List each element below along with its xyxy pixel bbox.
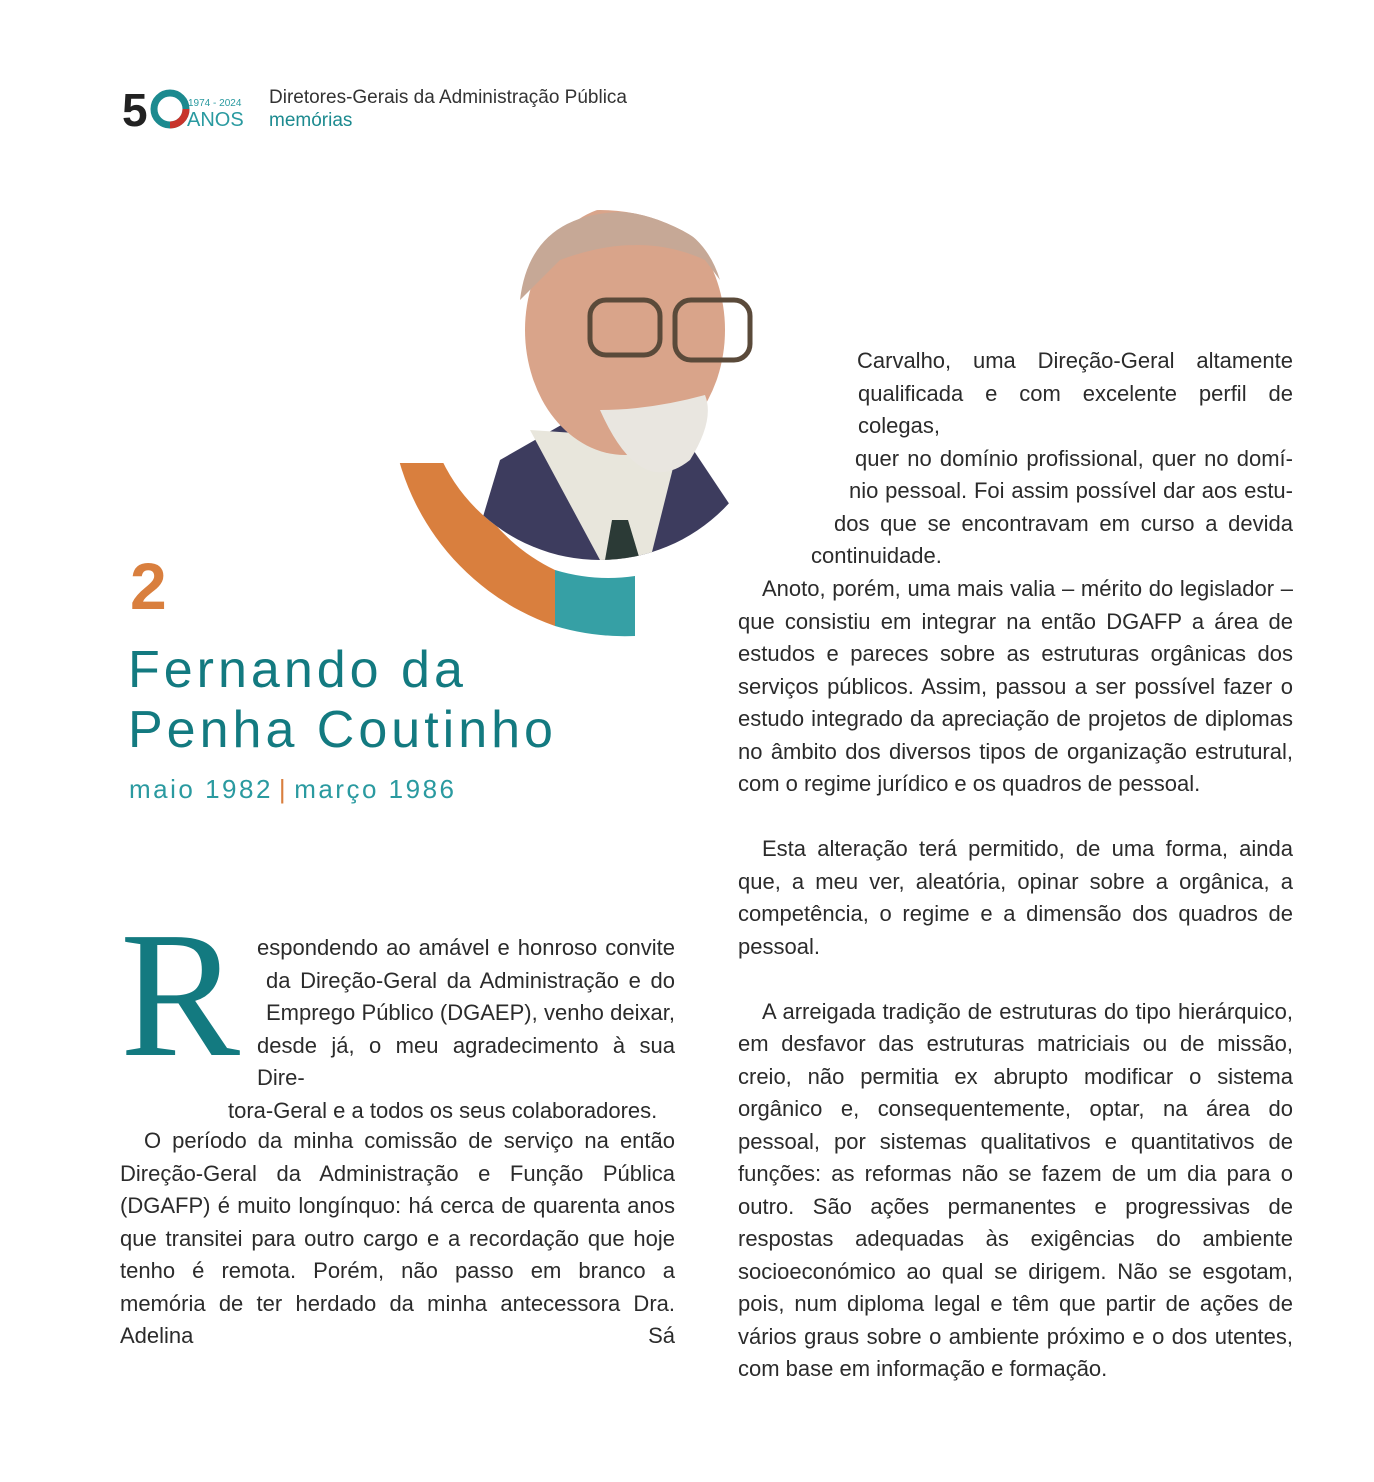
text-line: quer no domínio profissional, quer no domí- <box>855 445 1293 471</box>
lead-paragraph <box>120 932 675 1127</box>
svg-text:5: 5 <box>122 86 148 132</box>
paragraph-2 <box>120 1125 675 1385</box>
date-separator: | <box>278 774 289 804</box>
name-line-2: Penha Coutinho <box>128 701 557 759</box>
person-name <box>128 640 557 760</box>
drop-cap: R <box>120 895 241 1094</box>
svg-text:ANOS: ANOS <box>187 109 244 131</box>
text-line: nio pessoal. Foi assim possível dar aos estu- <box>849 478 1293 503</box>
paragraph: Anoto, porém, uma mais valia – mérito do legislador – que consistiu em integrar na então DGAFP a área de estudos e pareces sobre as estruturas orgânicas dos serviços públicos. Assim, passou a ser possível fazer o estudo integrado da apreciação de projetos de diplomas no âmbito dos diversos tipos de organização estrutural, com o regime jurídico e os quadros de pessoal. <box>738 576 1293 796</box>
text-line: dos que se encontravam em curso a devida <box>834 510 1293 536</box>
text-line: Carvalho, uma Direção-Geral altamente <box>857 348 1293 373</box>
date-start: maio 1982 <box>129 774 273 804</box>
text-line: qualificada e com excelente perfil de colegas, <box>858 380 1293 438</box>
continued-paragraph <box>738 345 1293 573</box>
publication-subtitle: memórias <box>269 110 353 131</box>
paragraph: O período da minha comissão de serviço na então Direção-Geral da Administração e Função Pública (DGAFP) é muito longínquo: há cerca de quarenta anos que transitei para outro cargo e a recordação que hoje tenho é remota. Porém, não passo em branco a memória de ter herdado da minha antecessora Dra. Adelina Sá <box>120 1128 675 1348</box>
text-line: tora-Geral e a todos os seus colaboradores. <box>228 1097 658 1123</box>
text-line: Emprego Público (DGAEP), venho deixar, <box>266 1000 675 1025</box>
paragraph: Esta alteração terá permitido, de uma forma, ainda que, a meu ver, aleatória, opinar sobre a orgânica, a competência, o regime e a dimensão dos quadros de pessoal. <box>738 836 1293 959</box>
paragraph: A arreigada tradição de estruturas do tipo hierárquico, em desfavor das estruturas matriciais ou de missão, creio, não permitia ex abrupto modificar o sistema orgânico e, consequentemente, optar, na área do pessoal, por sistemas qualitativos e quantitativos de funções: as reformas não se fazem de um dia para o outro. São ações permanentes e progressivas de respostas adequadas às exigências do ambiente socioeconómico ao qual se dirigem. Não se esgotam, pois, num diploma legal e têm que partir de ações de vários graus sobre o ambiente próximo e o dos utentes, com base em informação e formação. <box>738 998 1293 1381</box>
term-dates <box>129 774 457 805</box>
date-end: março 1986 <box>294 774 457 804</box>
text-line: desde já, o meu agradecimento à sua Dire- <box>257 1032 675 1090</box>
right-column <box>738 573 1293 1418</box>
text-line: da Direção-Geral da Administração e do <box>266 967 675 993</box>
chapter-number: 2 <box>130 549 167 623</box>
text-line: espondendo ao amável e honroso convite <box>257 935 675 960</box>
text-line: continuidade. <box>811 543 942 568</box>
name-line-1: Fernando da <box>128 641 467 699</box>
svg-text:1974 - 2024: 1974 - 2024 <box>188 98 242 109</box>
publication-title: Diretores-Gerais da Administração Pública <box>269 87 627 108</box>
